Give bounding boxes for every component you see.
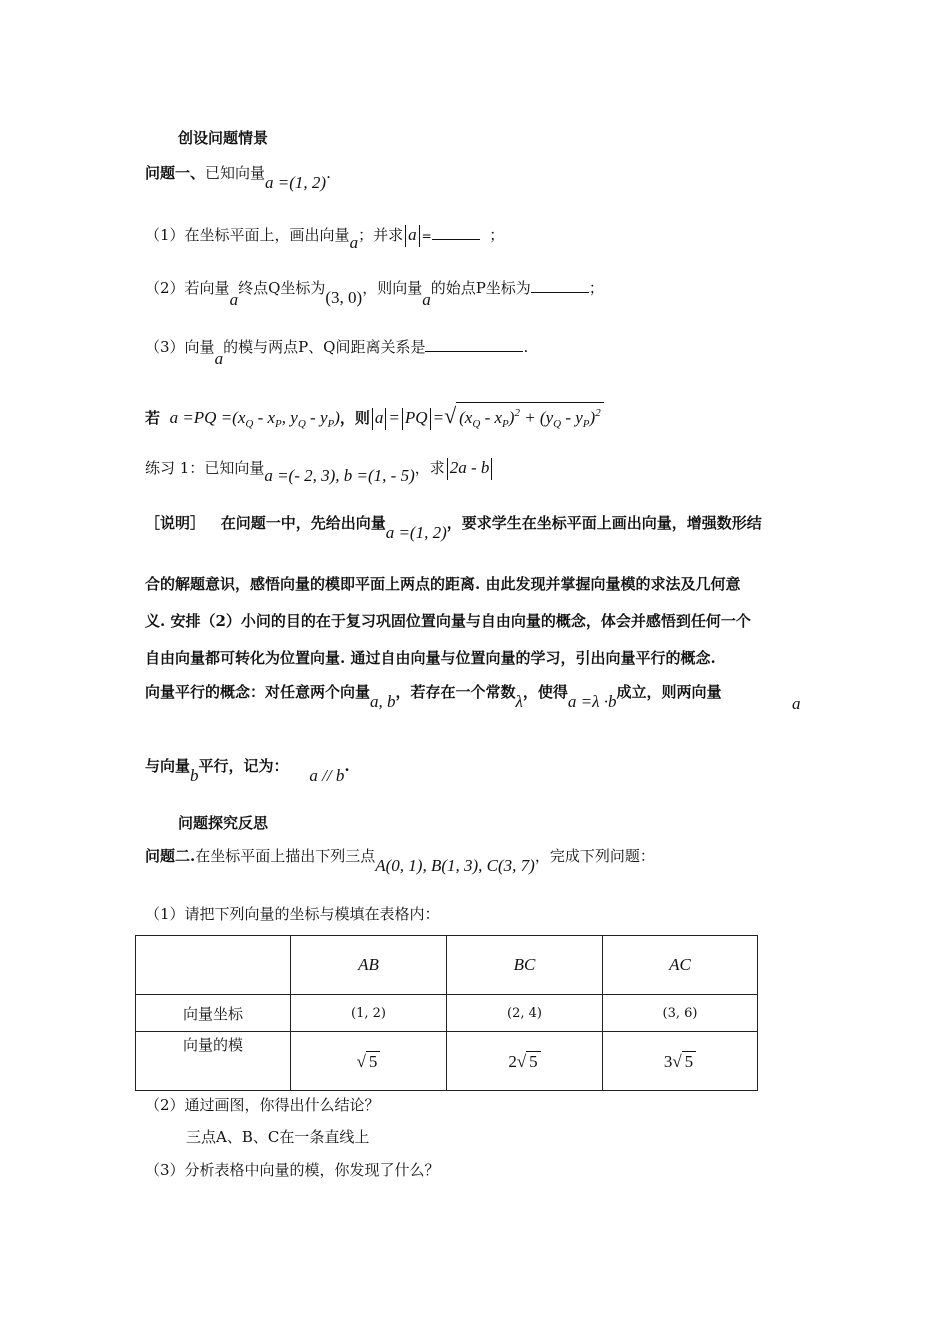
question-2	[145, 278, 604, 309]
q1-end: ；	[489, 226, 505, 244]
formula-close: )	[334, 408, 340, 427]
problem-2	[145, 846, 655, 875]
radicand-part: )	[589, 408, 596, 427]
table-row-label: 向量坐标	[136, 995, 291, 1032]
problem-2-text2: ，完成下列问题：	[534, 847, 655, 865]
q3-var: a	[214, 349, 224, 368]
radicand-sub: Q	[472, 418, 481, 430]
parallel-end: .	[344, 757, 350, 775]
abs-bar-right	[385, 408, 386, 430]
table-header-cell: AB	[291, 936, 447, 995]
abs-bar-left	[372, 408, 373, 430]
question-3	[145, 337, 529, 368]
explain-label: ［说明］	[145, 514, 206, 532]
question-1	[145, 225, 505, 252]
modulus-coef: 2	[508, 1051, 517, 1071]
parallel-eq: a =λ ·b	[567, 692, 617, 711]
parallel-text: 向量平行的概念：对任意两个向量	[145, 683, 371, 701]
explanation-line-4: 自由向量都可转化为位置向量. 通过自由向量与位置向量的学习，引出向量平行的概念.	[145, 649, 716, 667]
table-header-cell	[136, 936, 291, 995]
problem-1-end: .	[326, 164, 331, 182]
formula-eq: =	[432, 408, 445, 427]
q2-answer-blank	[531, 292, 589, 293]
table-cell	[291, 1032, 447, 1091]
table-row-label: 向量的模	[136, 1032, 291, 1091]
formula-sub: Q	[297, 418, 306, 430]
formula-then: ，则	[339, 409, 370, 427]
radicand-part: - x	[480, 408, 503, 427]
parallel-notation: a // b	[309, 766, 345, 785]
formula-sub: P	[275, 418, 282, 430]
problem-2-q2: （2）通过画图，你得出什么结论？	[145, 1096, 380, 1114]
parallel-text: 平行，记为：	[198, 757, 289, 775]
parallel-definition-1	[145, 682, 722, 711]
problem-2-text: 在坐标平面上描出下列三点	[195, 847, 376, 865]
explain-text: ，要求学生在坐标平面上画出向量，增强数形结	[446, 514, 762, 532]
radicand-part: + (y	[519, 408, 554, 427]
modulus-coef: 3	[663, 1051, 673, 1071]
q3-end: .	[523, 338, 529, 356]
formula-lhs: a =PQ =(x	[169, 408, 246, 427]
problem-2-q2-answer: 三点A、B、C在一条直线上	[186, 1128, 370, 1146]
formula-minus: - x	[253, 408, 276, 427]
modulus-radicand: 5	[526, 1051, 541, 1072]
radicand-part: )	[508, 408, 515, 427]
q1-var: a	[349, 233, 359, 252]
radicand-part: (x	[459, 408, 473, 427]
distance-formula	[145, 402, 604, 434]
formula-sub: Q	[245, 418, 254, 430]
modulus-radicand: 5	[682, 1051, 697, 1072]
problem-2-q1: （1）请把下列向量的坐标与模填在表格内：	[145, 905, 440, 923]
q2-text4: 的始点P坐标为	[430, 279, 531, 297]
problem-1-label: 问题一、	[145, 164, 206, 182]
abs-bar-right	[491, 458, 492, 480]
exercise-label: 练习 1：	[145, 459, 205, 477]
parallel-definition-2	[145, 756, 350, 785]
q1-text: 在坐标平面上，画出向量	[184, 226, 350, 244]
abs-bar-right	[430, 408, 431, 430]
abs-bar-left	[402, 408, 403, 430]
table-cell	[603, 1032, 758, 1091]
parallel-text: 与向量	[145, 757, 191, 775]
parallel-text: 成立，则两向量	[616, 683, 722, 701]
table-header-cell: AC	[603, 936, 758, 995]
radical-sign: √	[356, 1051, 366, 1071]
parallel-text: ，使得	[522, 683, 568, 701]
q1-number: （1）	[145, 226, 185, 244]
abs-bar-left	[447, 458, 448, 480]
abs-bar-left	[405, 225, 406, 247]
explanation-line-3: 义. 安排（2）小问的目的在于复习巩固位置向量与自由向量的概念，体会并感悟到任何一个	[145, 612, 751, 630]
radicand-part: - y	[561, 408, 583, 427]
q3-text: 向量	[184, 338, 215, 356]
section-title-2: 问题探究反思	[178, 814, 269, 832]
table-header-row	[136, 936, 758, 995]
formula-lead: 若	[145, 409, 161, 427]
explain-vector: a =(1, 2)	[385, 523, 447, 542]
problem-1-vector: a =(1, 2)	[265, 173, 327, 192]
q1-answer-blank	[432, 239, 480, 240]
exercise-expr: 2a - b	[449, 458, 490, 477]
exercise-1	[145, 458, 494, 485]
parallel-vars: a, b	[370, 692, 396, 711]
explain-text: 在问题一中，先给出向量	[220, 514, 386, 532]
abs-bar-right	[419, 225, 420, 247]
q2-coord: (3, 0)	[325, 288, 363, 307]
q2-text: 若向量	[184, 279, 230, 297]
radicand-sub: P	[502, 418, 509, 430]
radicand-sub: Q	[553, 418, 562, 430]
parallel-text: ，若存在一个常数	[395, 683, 516, 701]
formula-eq: =	[388, 408, 400, 427]
radicand-sub: P	[582, 418, 590, 430]
parallel-var-a: a	[792, 694, 801, 713]
table-header-cell: BC	[447, 936, 603, 995]
q1-eq: =	[421, 229, 432, 243]
q3-text2: 的模与两点P、Q间距离关系是	[223, 338, 426, 356]
formula-sub: P	[327, 418, 335, 430]
q1-abs: a	[408, 225, 417, 244]
formula-minus: - y	[305, 408, 328, 427]
exercise-text: 已知向量	[204, 459, 265, 477]
table-cell: (2, 4)	[447, 995, 603, 1032]
problem-2-q3: （3）分析表格中向量的模，你发现了什么？	[145, 1161, 440, 1179]
q1-text2: ；并求	[358, 226, 404, 244]
exercise-vectors: a =(- 2, 3), b =(1, - 5)	[264, 466, 415, 485]
problem-1	[145, 163, 331, 192]
formula-abs-a: a	[374, 408, 384, 427]
exercise-ask: ，求	[414, 459, 445, 477]
radicand-sup: 2	[595, 407, 601, 419]
explanation-line-1	[145, 513, 762, 542]
q2-text2: 终点Q坐标为	[238, 279, 326, 297]
vector-table	[135, 935, 758, 1091]
problem-2-label: 问题二.	[145, 847, 196, 865]
parallel-var-b: b	[190, 766, 199, 785]
table-cell: (1, 2)	[291, 995, 447, 1032]
explanation-line-2: 合的解题意识，感悟向量的模即平面上两点的距离. 由此发现并掌握向量模的求法及几何意	[145, 575, 741, 593]
q3-number: （3）	[145, 338, 185, 356]
q2-text3: ，则向量	[362, 279, 423, 297]
radical-sign: √	[444, 403, 457, 428]
q3-answer-blank	[425, 351, 523, 352]
formula-abs-pq: PQ	[404, 408, 428, 427]
radical-sign: √	[672, 1051, 682, 1071]
table-row	[136, 1032, 758, 1091]
radicand	[456, 402, 604, 434]
modulus-radicand: 5	[366, 1051, 381, 1072]
q2-number: （2）	[145, 279, 185, 297]
q2-end: ；	[588, 279, 604, 297]
parallel-lambda: λ	[515, 692, 523, 711]
formula-comma: , y	[281, 408, 298, 427]
problem-2-points: A(0, 1), B(1, 3), C(3, 7)	[375, 856, 535, 875]
q2-var1: a	[229, 290, 239, 309]
radicand-sup: 2	[514, 407, 520, 419]
table-row	[136, 995, 758, 1032]
q2-var2: a	[422, 290, 431, 309]
problem-1-text: 已知向量	[205, 164, 266, 182]
table-cell: (3, 6)	[603, 995, 758, 1032]
table-cell	[447, 1032, 603, 1091]
radical-sign: √	[516, 1051, 527, 1071]
section-title-1: 创设问题情景	[178, 129, 269, 147]
